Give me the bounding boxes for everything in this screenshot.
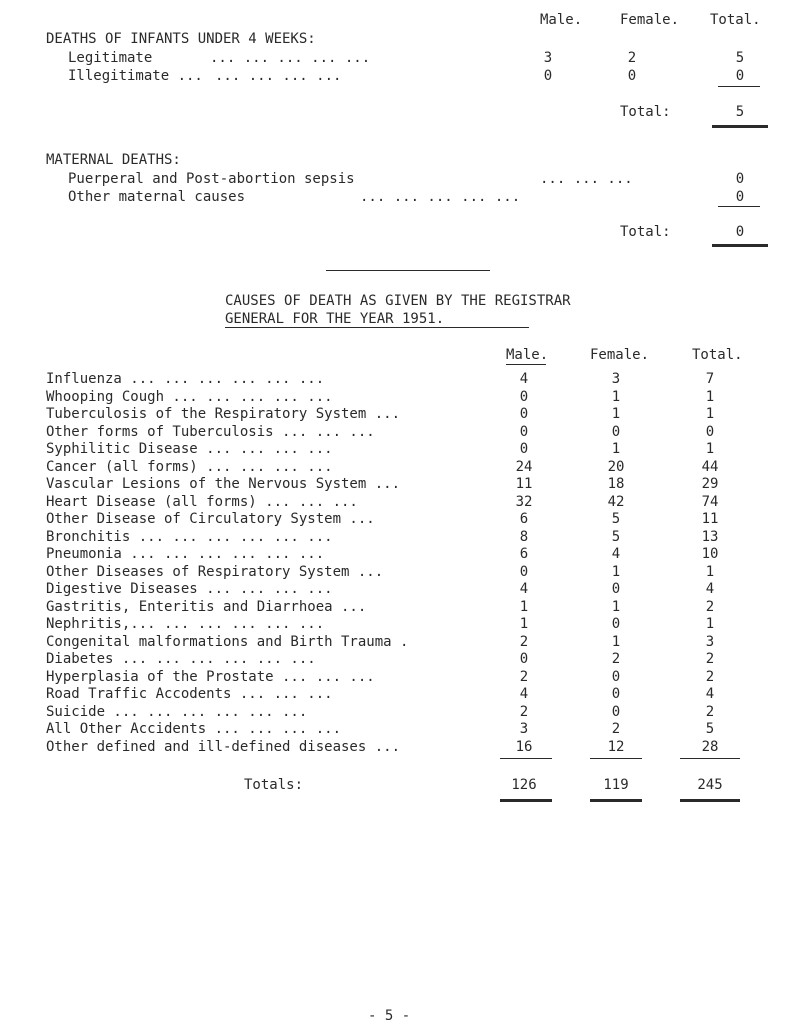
cause-total-value: 4 [705,581,715,597]
cause-label: Gastritis, Enteritis and Diarrhoea ... [46,599,367,615]
causes-title-line2: GENERAL FOR THE YEAR 1951. [225,311,529,328]
female-value: 2 [627,50,637,66]
cause-female-value: 1 [611,406,621,422]
female-sum-rule [590,758,642,759]
causes-title-line1: CAUSES OF DEATH AS GIVEN BY THE REGISTRAR [225,293,571,309]
cause-total-value: 44 [701,459,719,475]
cause-female-value: 5 [611,511,621,527]
cause-male-value: 0 [519,651,529,667]
cause-male-value: 24 [515,459,533,475]
row-dots: ... ... ... ... ... [210,50,371,66]
cause-male-value: 6 [519,546,529,562]
cause-female-value: 1 [611,634,621,650]
cause-total-value: 0 [705,424,715,440]
cause-total-value: 3 [705,634,715,650]
cause-male-value: 0 [519,424,529,440]
col-header-female: Female. [620,12,680,28]
total-double-rule [712,244,768,247]
cause-male-value: 0 [519,564,529,580]
cause-female-value: 0 [611,616,621,632]
cause-label: Vascular Lesions of the Nervous System ... [46,476,401,492]
col-header-total: Total. [710,12,761,28]
cause-label: Bronchitis ... ... ... ... ... ... [46,529,333,545]
cause-male-value: 0 [519,441,529,457]
page-number: - 5 - [368,1008,411,1024]
cause-male-value: 16 [515,739,533,755]
cause-female-value: 0 [611,581,621,597]
cause-label: Diabetes ... ... ... ... ... ... [46,651,316,667]
cause-label: Syphilitic Disease ... ... ... ... [46,441,333,457]
cause-male-value: 4 [519,581,529,597]
cause-label: Other Diseases of Respiratory System ... [46,564,384,580]
cause-total-value: 74 [701,494,719,510]
col-header-male: Male. [540,12,583,28]
cause-total-value: 29 [701,476,719,492]
total-value: 0 [735,68,745,84]
cause-total-value: 7 [705,371,715,387]
total-sum-rule [680,758,740,759]
cause-female-value: 5 [611,529,621,545]
cause-female-value: 2 [611,721,621,737]
cause-male-value: 1 [519,616,529,632]
row-label: Puerperal and Post-abortion sepsis [68,171,355,187]
cause-label: Heart Disease (all forms) ... ... ... [46,494,358,510]
cause-label: Congenital malformations and Birth Trauma . [46,634,409,650]
cause-label: Influenza ... ... ... ... ... ... [46,371,325,387]
cause-total-value: 1 [705,564,715,580]
cause-total-value: 10 [701,546,719,562]
male-header-underline [506,364,546,365]
maternal-total-label: Total: [620,224,671,240]
cause-label: Suicide ... ... ... ... ... ... [46,704,308,720]
female-total-rule [590,799,642,802]
cause-male-value: 4 [519,686,529,702]
cause-female-value: 0 [611,686,621,702]
cause-female-value: 1 [611,441,621,457]
cause-label: Tuberculosis of the Respiratory System ... [46,406,401,422]
row-dots: ... ... ... ... [215,68,342,84]
cause-male-value: 4 [519,371,529,387]
cause-label: Other defined and ill-defined diseases ... [46,739,401,755]
maternal-total-value: 0 [735,224,745,240]
cause-label: Other forms of Tuberculosis ... ... ... [46,424,375,440]
row-label: Illegitimate ... [68,68,203,84]
male-value: 3 [543,50,553,66]
cause-female-value: 18 [607,476,625,492]
row-label: Legitimate [68,50,153,66]
male-sum-rule [500,758,552,759]
cause-total-value: 2 [705,651,715,667]
cause-total-value: 13 [701,529,719,545]
cause-female-value: 4 [611,546,621,562]
cause-total-value: 11 [701,511,719,527]
male-value: 0 [543,68,553,84]
cause-female-value: 1 [611,389,621,405]
infant-total-label: Total: [620,104,671,120]
cause-label: Other Disease of Circulatory System ... [46,511,375,527]
cause-total-value: 1 [705,389,715,405]
cause-total-value: 2 [705,669,715,685]
causes-col-header-female: Female. [590,347,650,363]
cause-total-value: 2 [705,704,715,720]
cause-male-value: 2 [519,669,529,685]
cause-total-value: 1 [705,441,715,457]
cause-label: Digestive Diseases ... ... ... ... [46,581,333,597]
cause-male-value: 2 [519,704,529,720]
section-divider [326,270,490,271]
totals-total: 245 [697,777,723,793]
cause-male-value: 32 [515,494,533,510]
grand-total-rule [680,799,740,802]
cause-female-value: 42 [607,494,625,510]
causes-col-header-male: Male. [506,347,549,363]
female-value: 0 [627,68,637,84]
cause-label: Road Traffic Accodents ... ... ... [46,686,333,702]
cause-female-value: 0 [611,424,621,440]
cause-label: Cancer (all forms) ... ... ... ... [46,459,333,475]
totals-female: 119 [603,777,629,793]
maternal-deaths-heading: MATERNAL DEATHS: [46,152,181,168]
cause-male-value: 0 [519,406,529,422]
row-dots: ... ... ... ... ... [360,189,521,205]
infant-total-value: 5 [735,104,745,120]
row-value: 0 [735,189,745,205]
cause-total-value: 5 [705,721,715,737]
cause-total-value: 1 [705,616,715,632]
infant-deaths-heading: DEATHS OF INFANTS UNDER 4 WEEKS: [46,31,316,47]
cause-male-value: 2 [519,634,529,650]
cause-male-value: 0 [519,389,529,405]
cause-male-value: 1 [519,599,529,615]
cause-female-value: 1 [611,564,621,580]
cause-label: Whooping Cough ... ... ... ... ... [46,389,333,405]
subtotal-rule [718,86,760,87]
row-value: 0 [735,171,745,187]
male-total-rule [500,799,552,802]
causes-col-header-total: Total. [692,347,743,363]
row-dots: ... ... ... [540,171,633,187]
cause-label: All Other Accidents ... ... ... ... [46,721,342,737]
totals-label: Totals: [244,777,304,793]
total-value: 5 [735,50,745,66]
cause-total-value: 4 [705,686,715,702]
cause-female-value: 1 [611,599,621,615]
cause-female-value: 2 [611,651,621,667]
cause-female-value: 0 [611,669,621,685]
row-label: Other maternal causes [68,189,246,205]
cause-male-value: 8 [519,529,529,545]
cause-total-value: 28 [701,739,719,755]
cause-male-value: 6 [519,511,529,527]
cause-label: Pneumonia ... ... ... ... ... ... [46,546,325,562]
cause-male-value: 11 [515,476,533,492]
cause-total-value: 2 [705,599,715,615]
cause-label: Nephritis,... ... ... ... ... ... [46,616,325,632]
cause-total-value: 1 [705,406,715,422]
cause-male-value: 3 [519,721,529,737]
subtotal-rule [718,206,760,207]
cause-female-value: 20 [607,459,625,475]
cause-female-value: 3 [611,371,621,387]
total-double-rule [712,125,768,128]
cause-female-value: 12 [607,739,625,755]
cause-label: Hyperplasia of the Prostate ... ... ... [46,669,375,685]
cause-female-value: 0 [611,704,621,720]
totals-male: 126 [511,777,537,793]
